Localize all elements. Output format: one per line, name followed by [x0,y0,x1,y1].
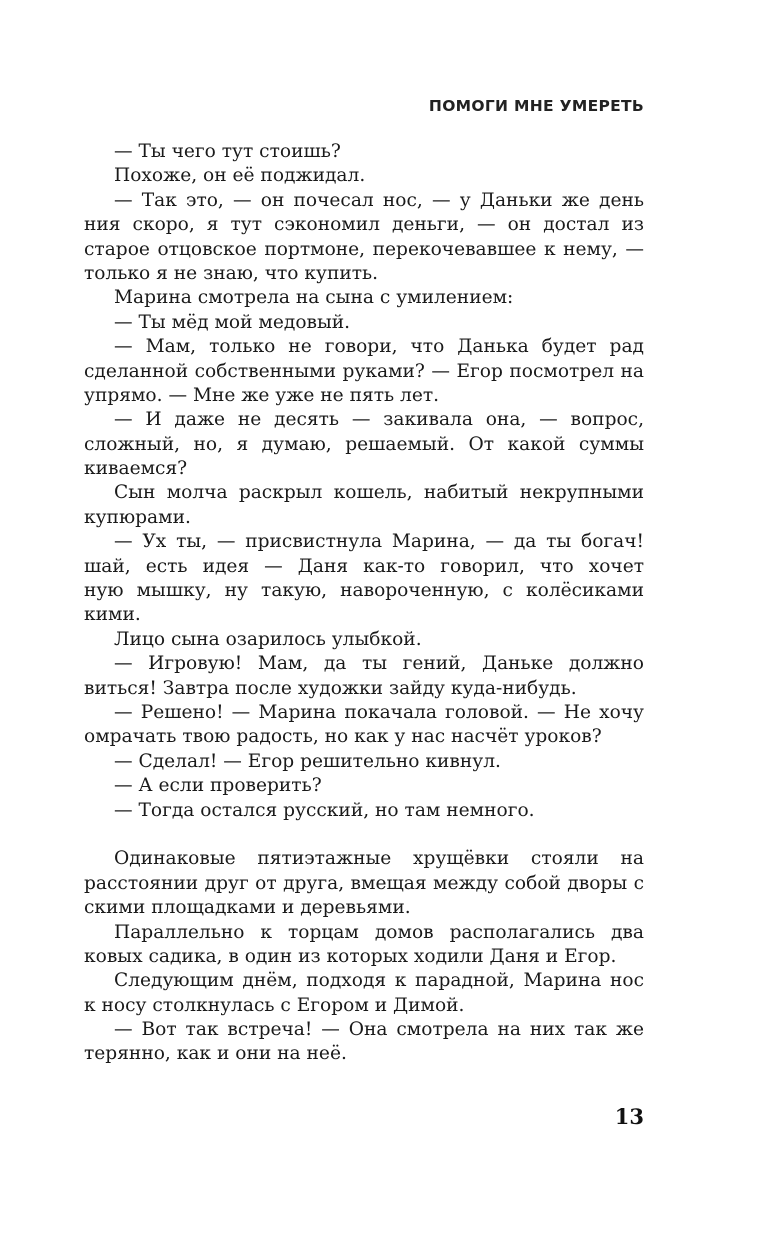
text-line: Похоже, он её поджидал. [114,165,366,187]
text-line: расстоянии друг от друга, вмещая между собой дворы с [84,872,644,894]
running-header-title: ПОМОГИ МНЕ УМЕРЕТЬ [428,97,644,115]
text-line: — Мам, только не говори, что Данька будет рад [114,336,644,358]
text-line: — А если проверить? [114,775,322,797]
paragraph [84,140,644,164]
paragraph [84,164,644,188]
text-line: купюрами. [84,506,191,528]
paragraph [84,652,644,701]
text-line: терянно, как и они на неё. [84,1043,347,1065]
paragraph [84,311,644,335]
text-block-before-break [84,140,644,823]
text-line: Следующим днём, подходя к парадной, Марина нос [114,970,644,992]
paragraph [84,286,644,310]
paragraph [84,1018,644,1067]
paragraph [84,750,644,774]
text-line: к носу столкнулась с Егором и Димой. [84,994,465,1016]
paragraph [84,847,644,920]
paragraph [84,774,644,798]
text-line: — Сделал! — Егор решительно кивнул. [114,750,501,772]
page-number: 13 [614,1104,644,1129]
text-line: ную мышку, ну такую, навороченную, с колёсиками [84,580,644,602]
paragraph [84,481,644,530]
text-line: — Вот так встреча! — Она смотрела на них так же [114,1019,644,1041]
text-line: виться! Завтра после художки зайду куда-нибудь. [84,677,577,699]
text-line: сделанной собственными руками? — Егор посмотрел на [84,360,644,382]
text-line: Сын молча раскрыл кошель, набитый некрупными [114,482,644,504]
text-line: только я не знаю, что купить. [84,262,379,284]
text-line: скими площадками и деревьями. [84,897,411,919]
text-line: омрачать твою радость, но как у нас насчёт уроков? [84,726,602,748]
text-line: — И даже не десять — закивала она, — вопрос, [114,409,644,431]
text-line: — Ты чего тут стоишь? [114,141,341,162]
text-line: ния скоро, я тут сэкономил деньги, — он достал из [84,214,644,236]
page-body-text [84,140,644,1067]
paragraph [84,701,644,750]
text-line: — Игровую! Мам, да ты гений, Даньке должно [114,653,644,675]
paragraph [84,530,644,628]
paragraph [84,189,644,287]
text-line: сложный, но, я думаю, решаемый. От какой суммы [84,433,644,455]
paragraph [84,628,644,652]
text-line: старое отцовское портмоне, перекочевавшее к нему, — [84,238,644,260]
text-line: ковых садика, в один из которых ходили Даня и Егор. [84,945,617,967]
text-line: — Ты мёд мой медовый. [114,311,351,333]
text-line: Марина смотрела на сына с умилением: [114,287,514,309]
text-line: Параллельно к торцам домов располагались два [114,921,644,943]
paragraph [84,335,644,408]
text-line: киваемся? [84,458,188,480]
text-line: — Ух ты, — присвистнула Марина, — да ты богач! [114,531,644,553]
text-line: шай, есть идея — Даня как-то говорил, что хочет [84,555,644,577]
text-block-after-break [84,847,644,1067]
text-line: Лицо сына озарилось улыбкой. [114,628,422,650]
section-break [84,823,644,847]
text-line: — Решено! — Марина покачала головой. — Не хочу [114,701,644,723]
text-line: — Тогда остался русский, но там немного. [114,799,535,821]
paragraph [84,799,644,823]
text-line: Одинаковые пятиэтажные хрущёвки стояли на [114,848,644,870]
text-line: кими. [84,604,141,626]
text-line: — Так это, — он почесал нос, — у Даньки же день [114,189,644,211]
paragraph [84,969,644,1018]
paragraph [84,921,644,970]
text-line: упрямо. — Мне же уже не пять лет. [84,384,440,406]
paragraph [84,408,644,481]
